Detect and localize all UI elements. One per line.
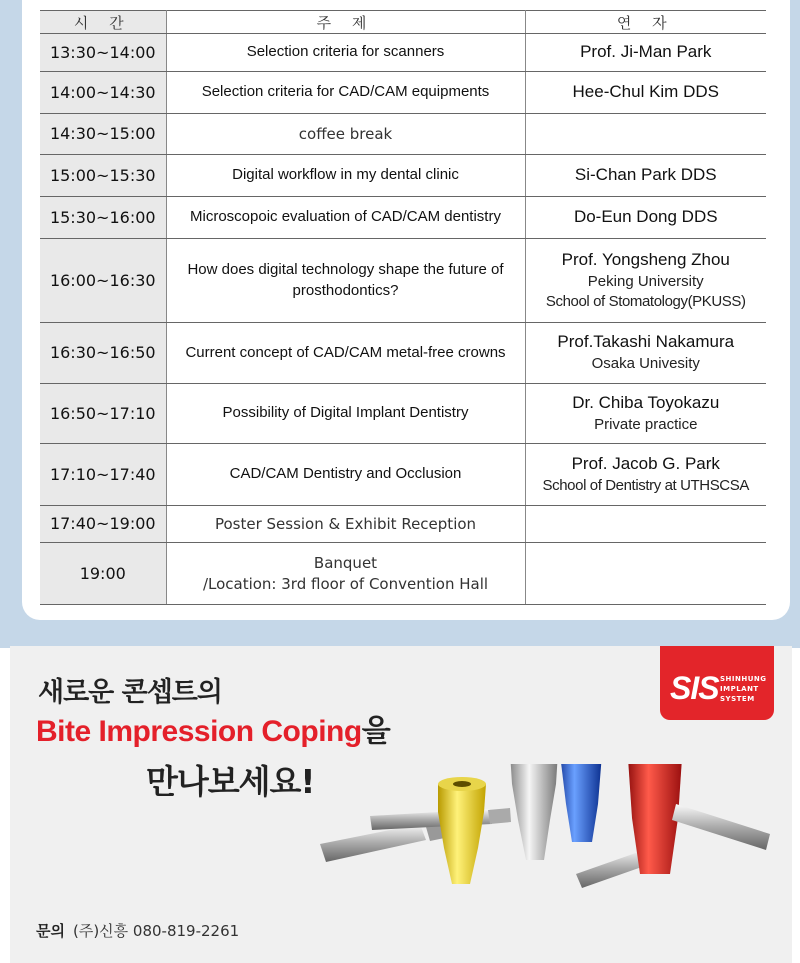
topic-cell: How does digital technology shape the future of prosthodontics? xyxy=(166,239,525,323)
time-cell: 13:30~14:00 xyxy=(40,34,166,72)
table-row xyxy=(40,239,766,323)
topic-cell: Microscopoic evaluation of CAD/CAM dentistry xyxy=(166,197,525,239)
topic-cell: coffee break xyxy=(166,114,525,155)
header-time: 시 간 xyxy=(40,11,166,34)
speaker-affiliation: Peking University xyxy=(587,272,704,290)
speaker-affiliation: Private practice xyxy=(594,415,698,433)
speaker-name: Do-Eun Dong DDS xyxy=(573,207,718,227)
ad-headline-line3: 만나보세요! xyxy=(146,762,315,801)
coping-silver xyxy=(510,764,558,860)
speaker-cell xyxy=(525,323,766,384)
time-cell: 16:50~17:10 xyxy=(40,384,166,444)
logo-word-2: IMPLANT xyxy=(720,685,759,693)
speaker-cell xyxy=(525,114,766,155)
speaker-cell xyxy=(525,444,766,506)
speaker-cell xyxy=(525,72,766,114)
topic-cell: Possibility of Digital Implant Dentistry xyxy=(166,384,525,444)
time-cell: 19:00 xyxy=(40,543,166,605)
shinhung-logo xyxy=(660,646,774,720)
table-row xyxy=(40,506,766,543)
speaker-name: Hee-Chul Kim DDS xyxy=(572,82,719,102)
product-advertisement xyxy=(10,646,792,963)
table-row xyxy=(40,444,766,506)
table-row xyxy=(40,72,766,114)
speaker-name: Prof. Jacob G. Park xyxy=(571,453,720,473)
speaker-name: Prof.Takashi Nakamura xyxy=(557,332,735,352)
banquet-location: /Location: 3rd floor of Convention Hall xyxy=(202,574,489,593)
speaker-name: Prof. Ji-Man Park xyxy=(580,42,712,62)
time-cell: 17:40~19:00 xyxy=(40,506,166,543)
ad-product-name: Bite Impression Coping xyxy=(36,715,362,748)
contact-info xyxy=(36,920,239,941)
table-row xyxy=(40,323,766,384)
topic-cell: Selection criteria for CAD/CAM equipments xyxy=(166,72,525,114)
speaker-name: Dr. Chiba Toyokazu xyxy=(572,392,720,412)
ad-headline-particle: 을 xyxy=(361,714,391,749)
table-row xyxy=(40,34,766,72)
coping-yellow xyxy=(438,777,486,884)
speaker-cell xyxy=(525,197,766,239)
table-row xyxy=(40,384,766,444)
speaker-name: Si-Chan Park DDS xyxy=(574,165,717,185)
schedule-card xyxy=(22,0,790,620)
impression-coping-illustration xyxy=(310,764,790,934)
time-cell: 14:00~14:30 xyxy=(40,72,166,114)
speaker-cell xyxy=(525,155,766,197)
speaker-affiliation: School of Stomatology(PKUSS) xyxy=(545,292,746,310)
time-cell: 14:30~15:00 xyxy=(40,114,166,155)
topic-cell xyxy=(166,543,525,605)
speaker-affiliation: School of Dentistry at UTHSCSA xyxy=(542,476,749,494)
speaker-name: Prof. Yongsheng Zhou xyxy=(561,249,730,269)
banquet-title: Banquet xyxy=(313,554,378,573)
table-row xyxy=(40,543,766,605)
speaker-cell xyxy=(525,34,766,72)
time-cell: 16:00~16:30 xyxy=(40,239,166,323)
coping-blue xyxy=(556,764,602,842)
logo-word-1: SHINHUNG xyxy=(720,675,767,683)
screw-right xyxy=(672,804,770,850)
speaker-cell xyxy=(525,506,766,543)
ad-headline-line2 xyxy=(36,706,390,750)
speaker-cell xyxy=(525,384,766,444)
logo-mark: SIS xyxy=(670,670,719,706)
time-cell: 16:30~16:50 xyxy=(40,323,166,384)
contact-label: 문의 xyxy=(36,922,65,940)
table-row xyxy=(40,114,766,155)
topic-cell: Digital workflow in my dental clinic xyxy=(166,155,525,197)
topic-cell: CAD/CAM Dentistry and Occlusion xyxy=(166,444,525,506)
time-cell: 17:10~17:40 xyxy=(40,444,166,506)
time-cell: 15:30~16:00 xyxy=(40,197,166,239)
topic-cell: Selection criteria for scanners xyxy=(166,34,525,72)
table-row xyxy=(40,197,766,239)
header-row xyxy=(40,11,766,34)
ad-headline-line1: 새로운 콘셉트의 xyxy=(38,677,222,708)
topic-cell: Poster Session & Exhibit Reception xyxy=(166,506,525,543)
logo-wordmark xyxy=(720,674,767,704)
table-row xyxy=(40,155,766,197)
speaker-affiliation: Osaka Univesity xyxy=(591,355,700,373)
speaker-cell xyxy=(525,239,766,323)
time-cell: 15:00~15:30 xyxy=(40,155,166,197)
header-speaker: 연 자 xyxy=(525,11,766,34)
topic-cell: Current concept of CAD/CAM metal-free crowns xyxy=(166,323,525,384)
contact-phone: (주)신흥 080-819-2261 xyxy=(72,922,240,940)
speaker-cell xyxy=(525,543,766,605)
schedule-table xyxy=(40,10,766,605)
logo-word-3: SYSTEM xyxy=(720,695,755,703)
header-topic: 주 제 xyxy=(166,11,525,34)
